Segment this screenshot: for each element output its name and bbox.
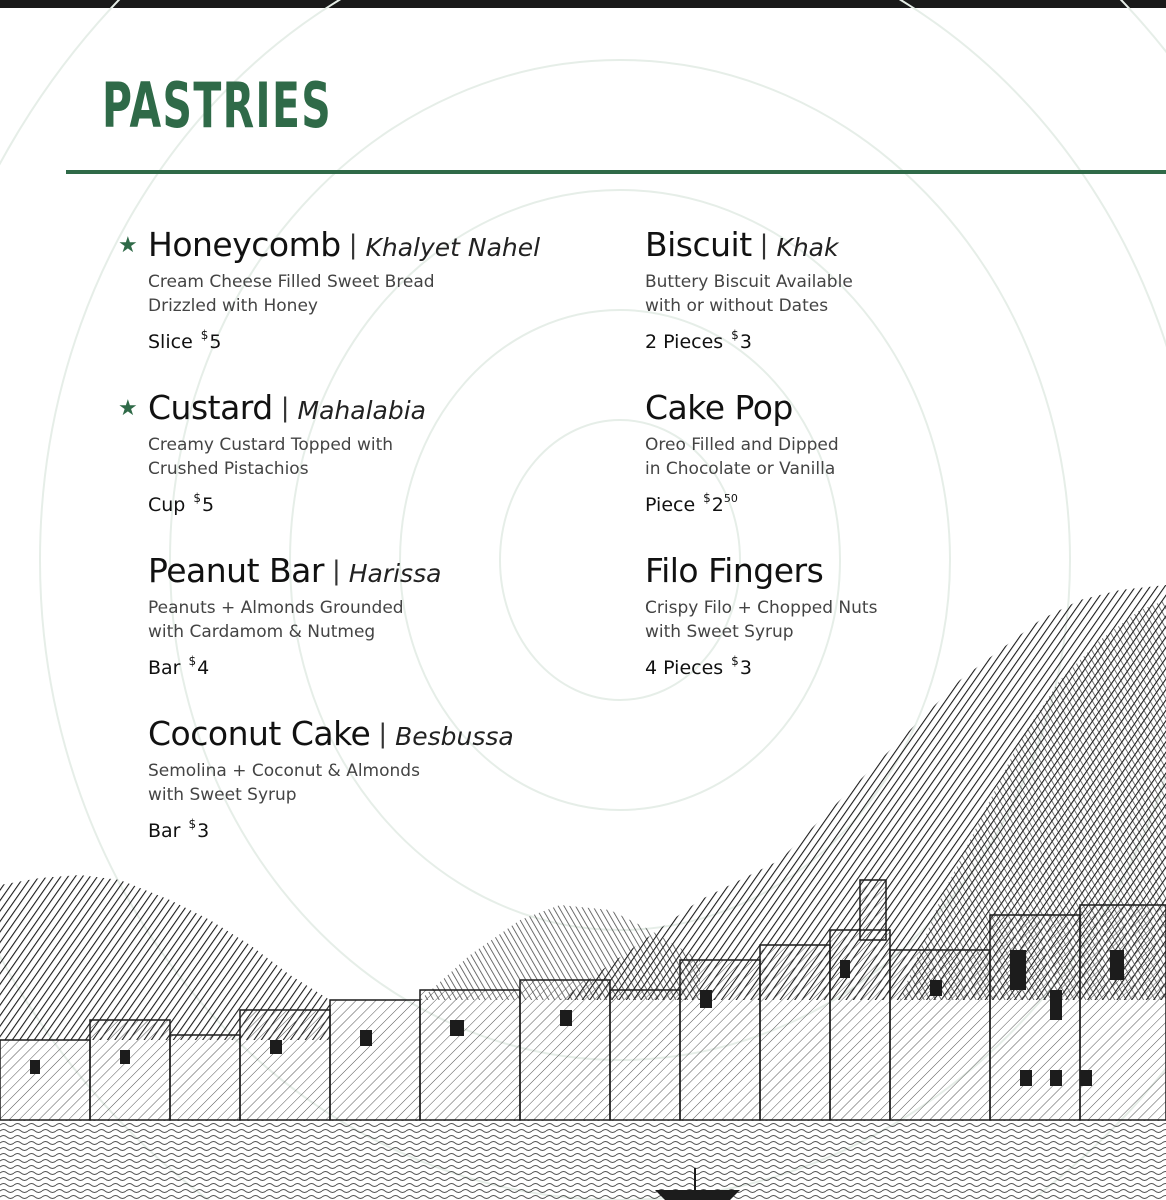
- item-price: [645, 656, 1115, 682]
- price-value: 3: [739, 331, 752, 353]
- price-value: 4: [197, 657, 210, 679]
- item-price: [148, 330, 618, 356]
- item-name: Cake Pop: [645, 388, 793, 427]
- item-description: Cream Cheese Filled Sweet Bread Drizzled with Honey: [148, 272, 435, 316]
- menu-item-cake-pop: [645, 388, 1115, 520]
- menu-item-filo-fingers: [645, 551, 1115, 682]
- item-price: [148, 656, 618, 682]
- item-price: [645, 493, 1115, 520]
- item-alt-name: Mahalabia: [297, 396, 426, 425]
- item-description: Semolina + Coconut & Almonds with Sweet Syrup: [148, 761, 420, 805]
- item-alt-name: Khalyet Nahel: [365, 233, 541, 262]
- currency-symbol: $: [200, 328, 209, 342]
- price-value: 5: [209, 331, 222, 353]
- item-unit: Bar: [148, 820, 181, 842]
- item-description: Buttery Biscuit Available with or without Dates: [645, 272, 853, 316]
- item-description: Creamy Custard Topped with Crushed Pistachios: [148, 435, 394, 479]
- title-divider: [66, 170, 1166, 174]
- item-alt-name: Harissa: [348, 559, 442, 588]
- item-name: Biscuit: [645, 225, 752, 264]
- item-alt-name: Besbussa: [395, 722, 514, 751]
- item-description: Oreo Filled and Dipped in Chocolate or Vanilla: [645, 435, 839, 479]
- water: [0, 1120, 1166, 1200]
- star-icon: ★: [118, 396, 138, 421]
- price-cents: 50: [723, 492, 738, 505]
- item-unit: 2 Pieces: [645, 331, 724, 353]
- menu-item-biscuit: [645, 225, 1115, 356]
- name-separator: |: [280, 393, 290, 423]
- currency-symbol: $: [188, 817, 197, 831]
- currency-symbol: $: [703, 491, 711, 505]
- menu-item-peanut-bar: [148, 551, 618, 682]
- item-name: Coconut Cake: [148, 714, 371, 753]
- name-separator: |: [759, 230, 769, 260]
- menu-item-coconut-cake: [148, 714, 618, 845]
- name-separator: |: [331, 556, 341, 586]
- price-value: 2: [711, 494, 724, 516]
- item-unit: Cup: [148, 494, 186, 516]
- item-unit: Slice: [148, 331, 193, 353]
- item-description: Peanuts + Almonds Grounded with Cardamom & Nutmeg: [148, 598, 404, 642]
- currency-symbol: $: [731, 328, 739, 342]
- item-name: Peanut Bar: [148, 551, 324, 590]
- price-value: 3: [739, 657, 752, 679]
- item-name: Filo Fingers: [645, 551, 824, 590]
- menu-item-custard: [118, 388, 618, 519]
- item-price: [148, 819, 618, 845]
- star-icon: ★: [118, 233, 138, 258]
- item-description: Crispy Filo + Chopped Nuts with Sweet Syrup: [645, 598, 878, 642]
- item-name: Custard: [148, 388, 273, 427]
- item-unit: 4 Pieces: [645, 657, 724, 679]
- currency-symbol: $: [731, 654, 739, 668]
- name-separator: |: [348, 230, 358, 260]
- price-value: 5: [202, 494, 215, 516]
- currency-symbol: $: [188, 654, 197, 668]
- item-alt-name: Khak: [776, 233, 839, 262]
- name-separator: |: [378, 719, 388, 749]
- item-price: [148, 493, 618, 519]
- currency-symbol: $: [193, 491, 202, 505]
- page-title: PASTRIES: [102, 69, 333, 142]
- item-unit: Bar: [148, 657, 181, 679]
- item-price: [645, 330, 1115, 356]
- item-unit: Piece: [645, 494, 696, 516]
- price-value: 3: [197, 820, 210, 842]
- menu-item-honeycomb: [118, 225, 618, 356]
- boat: [655, 1190, 740, 1200]
- item-name: Honeycomb: [148, 225, 341, 264]
